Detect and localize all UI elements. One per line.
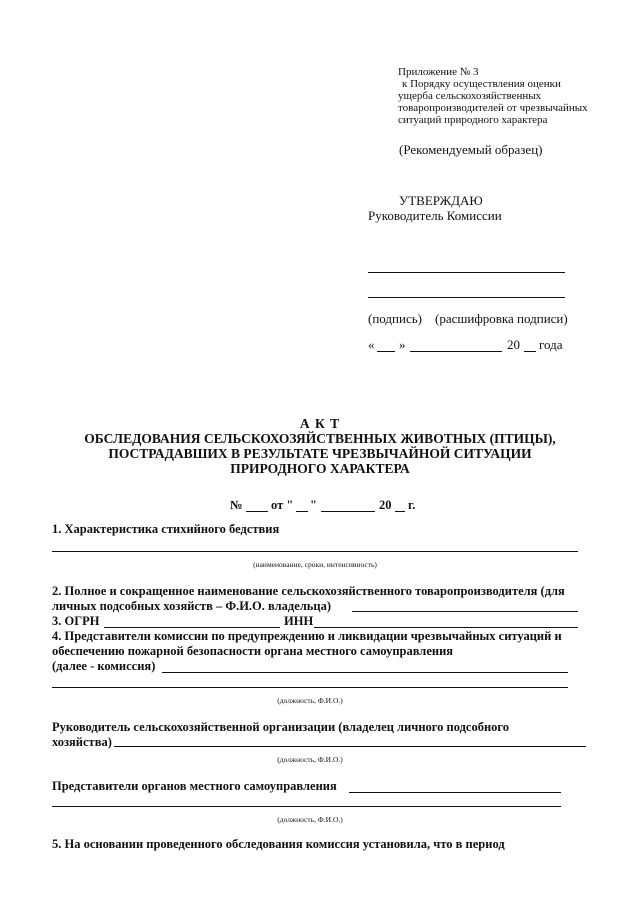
section4-input-line-1[interactable] [162, 672, 568, 673]
appendix-line1: Приложение № 3 [398, 66, 479, 78]
inn-input-line[interactable] [314, 627, 578, 628]
act-day-blank[interactable] [296, 511, 308, 512]
signature-line-1[interactable] [368, 272, 565, 273]
date-day-blank[interactable] [377, 351, 395, 352]
act-ot: от " [271, 498, 294, 512]
approve-word: УТВЕРЖДАЮ [399, 193, 483, 208]
act-title-line2: ОБСЛЕДОВАНИЯ СЕЛЬСКОХОЗЯЙСТВЕННЫХ ЖИВОТНЫХ (ПТИЦЫ), [84, 431, 556, 446]
act-title-line4: ПРИРОДНОГО ХАРАКТЕРА [230, 461, 410, 476]
head-hint: (должность, Ф.И.О.) [277, 755, 343, 764]
section4-line3: (далее - комиссия) [52, 659, 156, 673]
act-number-line [230, 498, 430, 516]
act-number-blank[interactable] [246, 511, 268, 512]
date-suffix: года [539, 337, 563, 352]
section4-input-line-2[interactable] [52, 687, 568, 688]
appendix-line4: товаропроизводителей от чрезвычайных [398, 102, 588, 114]
act-title-line3: ПОСТРАДАВШИХ В РЕЗУЛЬТАТЕ ЧРЕЗВЫЧАЙНОЙ СИТУАЦИИ [108, 446, 532, 461]
ogrn-input-line[interactable] [104, 627, 280, 628]
local-input-line-2[interactable] [52, 806, 561, 807]
signature-label: (подпись) [368, 311, 422, 326]
appendix-line3: ущерба сельскохозяйственных [398, 90, 542, 102]
act-month-blank[interactable] [321, 511, 375, 512]
local-input-line-1[interactable] [349, 792, 561, 793]
date-year-blank[interactable] [524, 351, 536, 352]
act-g: г. [408, 498, 416, 512]
section1-input-line[interactable] [52, 551, 578, 552]
section4-line2: обеспечению пожарной безопасности органа местного самоуправления [52, 644, 454, 658]
appendix-line2: к Порядку осуществления оценки [402, 78, 561, 90]
decode-label: (расшифровка подписи) [435, 311, 568, 326]
act-title [60, 416, 580, 476]
act-year-prefix: 20 [379, 498, 392, 512]
head-line1: Руководитель сельскохозяйственной организации (владелец личного подсобного [52, 720, 510, 734]
appendix-block [398, 66, 628, 126]
inn-label: ИНН [284, 614, 314, 628]
signature-line-2[interactable] [368, 297, 565, 298]
local-label: Представители органов местного самоуправления [52, 779, 337, 793]
date-year-prefix: 20 [507, 337, 520, 352]
section4-line1: 4. Представители комиссии по предупреждению и ликвидации чрезвычайных ситуаций и [52, 629, 562, 643]
approve-role: Руководитель Комиссии [368, 208, 502, 223]
section2-input-line[interactable] [352, 611, 578, 612]
date-month-blank[interactable] [410, 351, 502, 352]
section4-hint: (должность, Ф.И.О.) [277, 696, 343, 705]
section2-line1: 2. Полное и сокращенное наименование сельскохозяйственного товаропроизводителя (для [52, 584, 565, 598]
approve-date [368, 337, 588, 355]
appendix-line5: ситуаций природного характера [398, 114, 548, 126]
local-hint: (должность, Ф.И.О.) [277, 815, 343, 824]
date-quote-open: « [368, 337, 375, 352]
recommended-sample: (Рекомендуемый образец) [399, 142, 543, 157]
number-sign: № [230, 498, 243, 512]
ogrn-label: 3. ОГРН [52, 614, 100, 628]
section1-hint: (наименование, сроки, интенсивность) [253, 560, 377, 569]
head-input-line[interactable] [114, 746, 586, 747]
date-quote-close: » [399, 337, 406, 352]
head-line2: хозяйства) [52, 735, 112, 749]
act-title-line1: А К Т [299, 416, 341, 431]
act-year-blank[interactable] [395, 511, 405, 512]
section2-line2: личных подсобных хозяйств – Ф.И.О. владельца) [52, 599, 331, 613]
act-quote-close: " [310, 498, 317, 512]
section1-label: 1. Характеристика стихийного бедствия [52, 522, 280, 536]
section5-label: 5. На основании проведенного обследования комиссия установила, что в период [52, 837, 505, 851]
